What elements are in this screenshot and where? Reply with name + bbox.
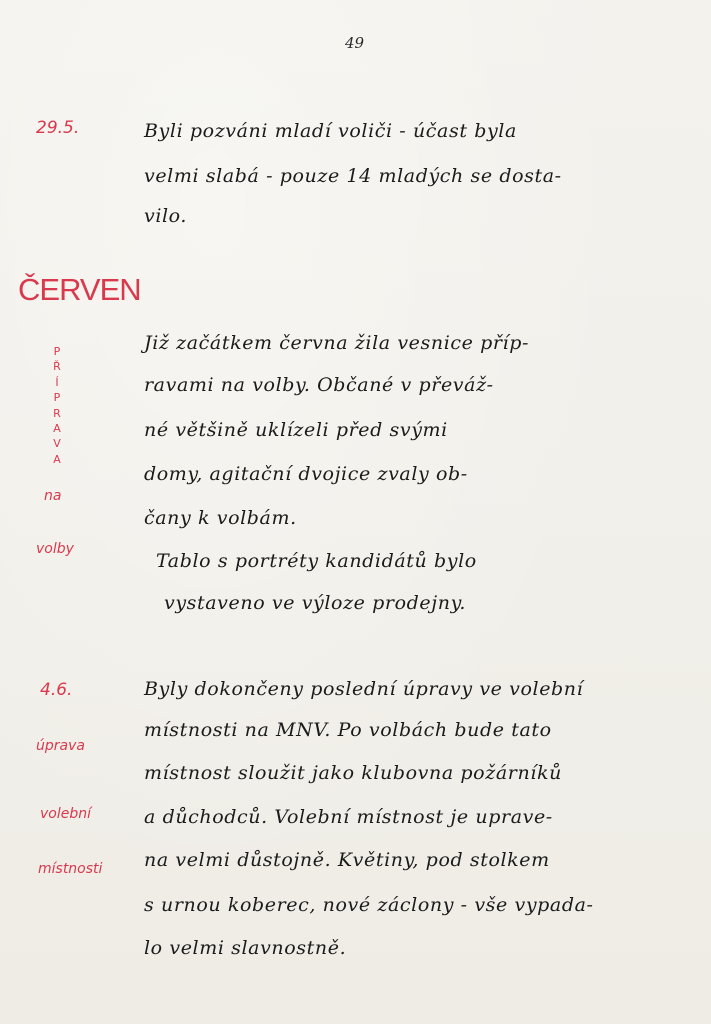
text-line: místnosti na MNV. Po volbách bude tato xyxy=(144,719,552,741)
side-note-letter: Ř xyxy=(53,360,61,374)
entry-date: 29.5. xyxy=(36,118,80,138)
section-heading: ČERVEN xyxy=(18,272,141,307)
entry-date: 4.6. xyxy=(40,680,73,700)
text-line: čany k volbám. xyxy=(144,507,297,529)
side-note-letter: P xyxy=(53,345,61,358)
text-line: vystaveno ve výloze prodejny. xyxy=(164,592,467,614)
text-line: né většině uklízeli před svými xyxy=(144,419,448,441)
side-note: místnosti xyxy=(38,861,103,877)
text-line: s urnou koberec, nové záclony - vše vypada- xyxy=(144,894,594,916)
side-note-letter: Í xyxy=(55,375,59,389)
side-note: na xyxy=(44,488,62,504)
text-line: velmi slabá - pouze 14 mladých se dosta- xyxy=(144,165,562,187)
side-note: úprava xyxy=(36,738,85,754)
side-note-letter: P xyxy=(53,391,61,405)
text-line: na velmi důstojně. Květiny, pod stolkem xyxy=(144,849,550,871)
text-line: domy, agitační dvojice zvaly ob- xyxy=(144,463,468,485)
side-note: volby xyxy=(36,541,74,557)
side-note-letter: V xyxy=(53,437,61,451)
side-note-vertical xyxy=(50,344,64,467)
side-note-letter: A xyxy=(53,422,61,436)
text-line: Byly dokončeny poslední úpravy ve volební xyxy=(144,678,584,700)
side-note: volební xyxy=(40,806,92,822)
text-line: a důchodců. Volební místnost je uprave- xyxy=(144,806,553,828)
text-line: Již začátkem června žila vesnice příp- xyxy=(144,332,530,354)
text-line: Byli pozváni mladí voliči - účast byla xyxy=(144,120,517,142)
text-line: Tablo s portréty kandidátů bylo xyxy=(156,550,477,572)
side-note-letter: R xyxy=(53,406,61,420)
text-line: ravami na volby. Občané v převáž- xyxy=(144,374,494,396)
side-note-letter: A xyxy=(53,452,61,466)
text-line: místnost sloužit jako klubovna požárníků xyxy=(144,762,562,784)
page-number: 49 xyxy=(345,34,365,52)
text-line: vilo. xyxy=(144,205,188,227)
text-line: lo velmi slavnostně. xyxy=(144,937,347,959)
